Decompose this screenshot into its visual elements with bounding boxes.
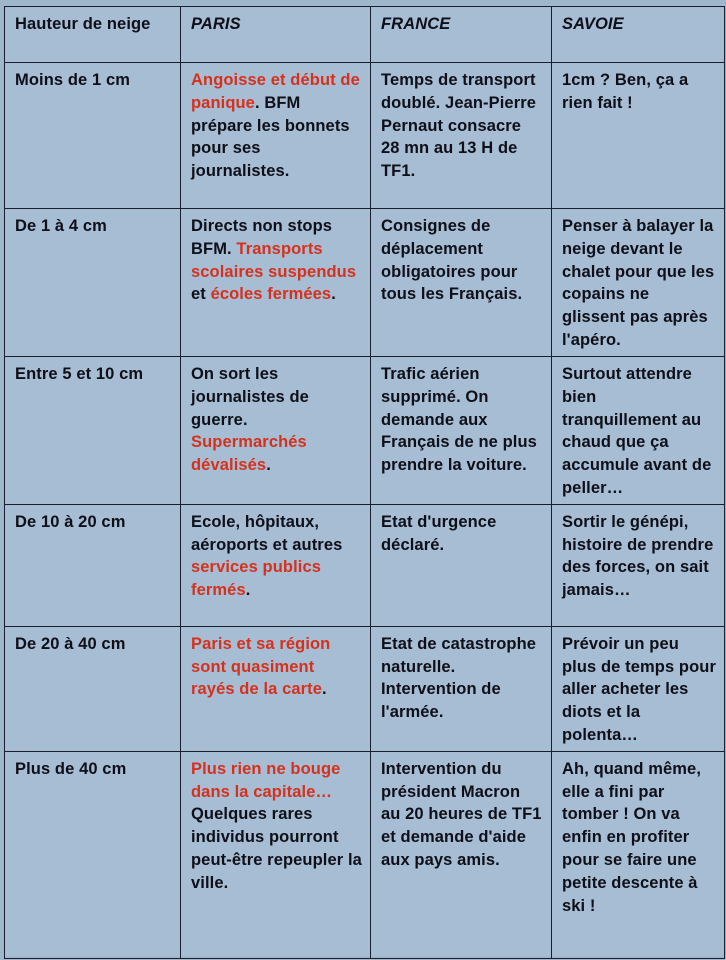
snow-table [4, 6, 725, 959]
savoie-cell [552, 357, 725, 505]
cell-text-segment: Angoisse et début de panique [191, 71, 360, 112]
cell-text-segment: . [331, 285, 336, 304]
cell-text-segment: Consignes de déplacement obligatoires pour tous les Français. [381, 217, 523, 304]
cell-text-segment: Intervention du président Macron au 20 heures de TF1 et demande d'aide aux pays amis. [381, 759, 542, 869]
france-cell [371, 63, 552, 209]
header-snow-height: Hauteur de neige [5, 7, 181, 63]
snow-height-cell: Entre 5 et 10 cm [5, 357, 181, 505]
savoie-cell [552, 504, 725, 626]
france-cell [371, 357, 552, 505]
table-row [5, 751, 725, 958]
table-row [5, 357, 725, 505]
savoie-cell [552, 209, 725, 357]
snow-height-cell: De 20 à 40 cm [5, 626, 181, 751]
table-row [5, 626, 725, 751]
cell-text-segment: Quelques rares individus pourront peut-être repeupler la ville. [191, 805, 362, 892]
cell-text-segment: Paris et sa région sont quasiment rayés de la carte [191, 634, 331, 699]
france-cell [371, 626, 552, 751]
printed-sheet [4, 6, 724, 956]
paris-cell [181, 751, 371, 958]
france-cell [371, 504, 552, 626]
france-cell [371, 209, 552, 357]
table-row [5, 504, 725, 626]
cell-text-segment: Penser à balayer la neige devant le chalet pour que les copains ne glissent pas après l'apéro. [562, 217, 715, 349]
cell-text-segment: et [191, 285, 211, 304]
snow-height-cell: De 1 à 4 cm [5, 209, 181, 357]
cell-text-segment: Plus rien ne bouge dans la capitale… [191, 759, 341, 801]
france-cell [371, 751, 552, 958]
cell-text-segment: Sortir le génépi, histoire de prendre des forces, on sait jamais… [562, 512, 714, 600]
snow-height-cell: Plus de 40 cm [5, 751, 181, 958]
snow-height-cell: De 10 à 20 cm [5, 504, 181, 626]
cell-text-segment: 1cm ? Ben, ça a rien fait ! [562, 71, 689, 112]
cell-text-segment: Ah, quand même, elle a fini par tomber ! On va enfin en profiter pour se faire une petite descente à ski ! [562, 759, 702, 915]
cell-text-segment: Surtout attendre bien tranquillement au chaud que ça accumule avant de peller… [562, 365, 712, 497]
cell-text-segment: Temps de transport doublé. Jean-Pierre Pernaut consacre 28 mn au 13 H de TF1. [381, 71, 537, 181]
cell-text-segment: Etat de catastrophe naturelle. Intervention de l'armée. [381, 634, 537, 722]
paris-cell [181, 626, 371, 751]
cell-text-segment: écoles fermées [210, 285, 332, 304]
cell-text-segment: services publics fermés [191, 558, 322, 600]
paris-cell [181, 63, 371, 209]
paris-cell [181, 504, 371, 626]
savoie-cell [552, 751, 725, 958]
header-savoie: SAVOIE [552, 7, 725, 63]
cell-text-segment: Prévoir un peu plus de temps pour aller acheter les diots et la polenta… [562, 634, 716, 744]
cell-text-segment: Trafic aérien supprimé. On demande aux Français de ne plus prendre la voiture. [381, 365, 537, 475]
cell-text-segment: . [245, 581, 251, 600]
savoie-cell [552, 626, 725, 751]
header-paris: PARIS [181, 7, 371, 63]
cell-text-segment: Supermarchés dévalisés [191, 433, 307, 475]
savoie-cell [552, 63, 725, 209]
header-row [5, 7, 725, 63]
snow-height-cell: Moins de 1 cm [5, 63, 181, 209]
paris-cell [181, 357, 371, 505]
cell-text-segment: On sort les journalistes de guerre. [191, 365, 309, 429]
cell-text-segment: . BFM prépare les bonnets pour ses journalistes. [191, 93, 350, 181]
header-france: FRANCE [371, 7, 552, 63]
cell-text-segment: Ecole, hôpitaux, aéroports et autres [191, 512, 343, 554]
table-row [5, 209, 725, 357]
paris-cell [181, 209, 371, 357]
table-row [5, 63, 725, 209]
table-body [5, 63, 725, 959]
cell-text-segment: . [266, 456, 271, 475]
cell-text-segment: Etat d'urgence déclaré. [381, 512, 497, 554]
cell-text-segment: Transports scolaires suspendus [191, 239, 357, 281]
cell-text-segment: . [322, 680, 327, 699]
cell-text-segment: Directs non stops BFM. [191, 217, 333, 258]
